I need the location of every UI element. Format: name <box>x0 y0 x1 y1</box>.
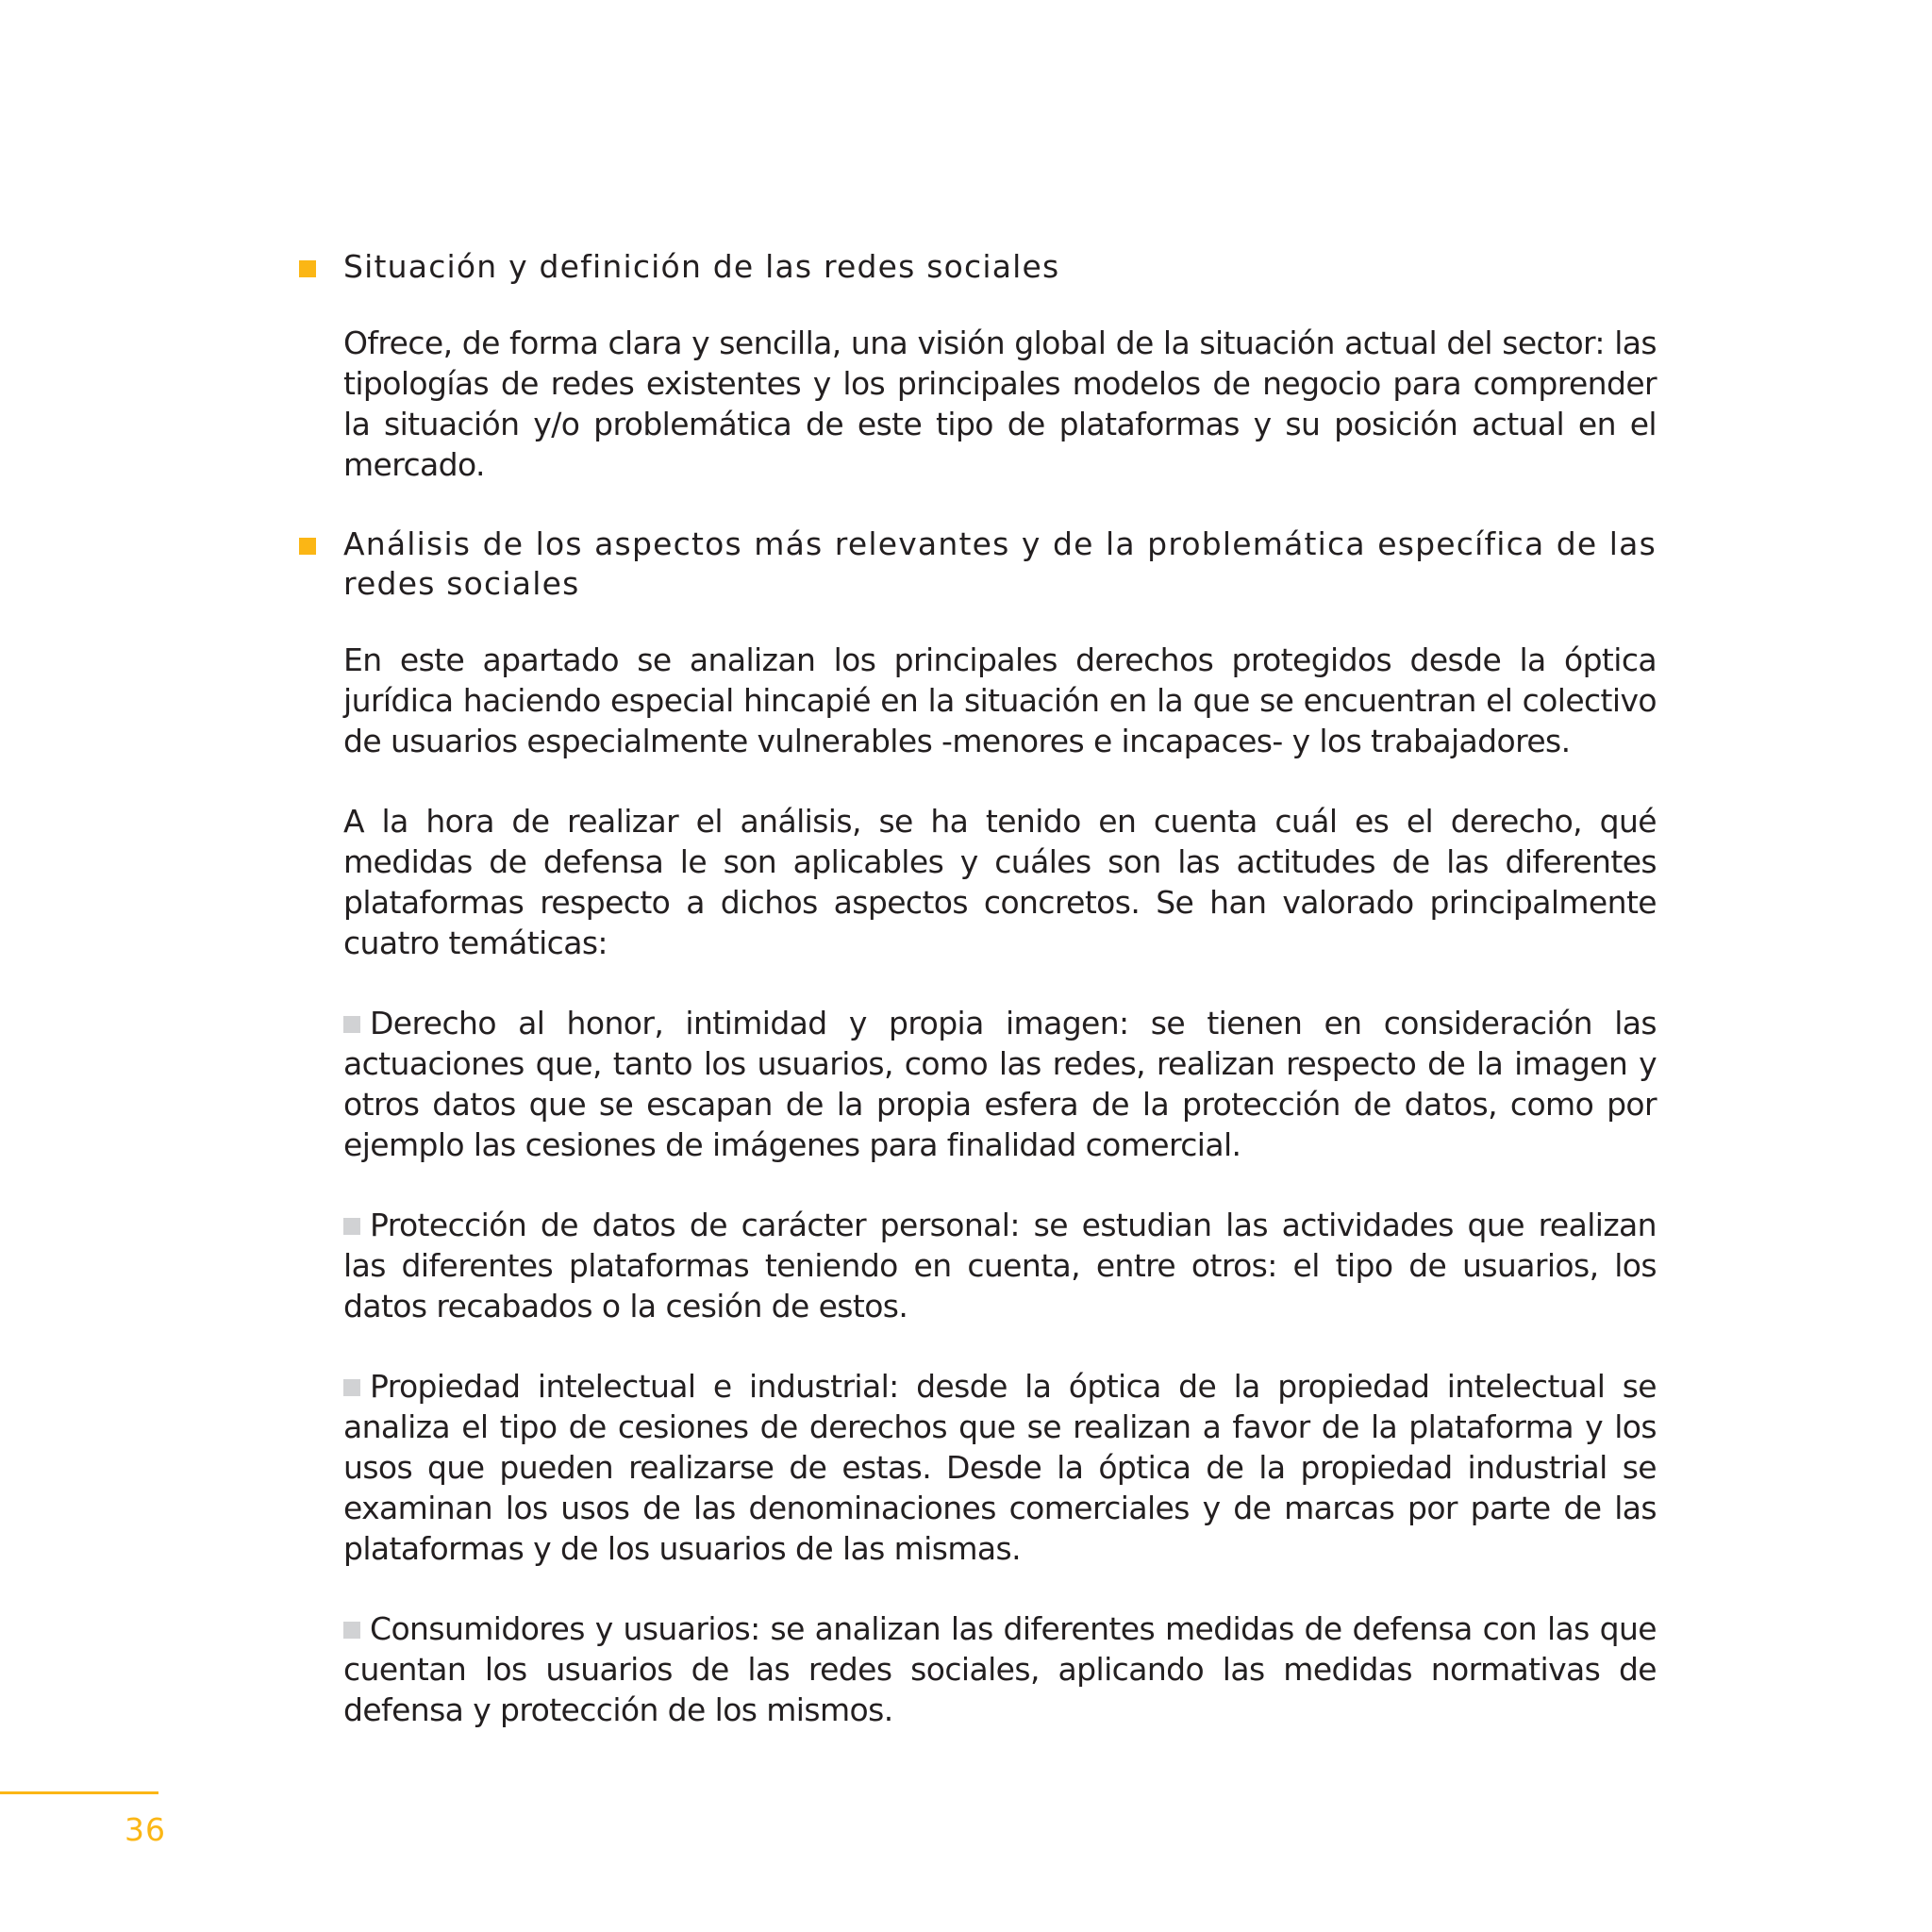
square-bullet-icon <box>343 1016 360 1033</box>
page-number: 36 <box>125 1811 166 1848</box>
list-item <box>343 1003 1657 1165</box>
list-item-text: Propiedad intelectual e industrial: desde la óptica de la propiedad intelectual se analiza el tipo de cesiones de derechos que se realizan a favor de la plataforma y los usos que pueden realizarse de estas. Desde la óptica de la propiedad industrial se examinan los usos de las denominaciones comerciales y de marcas por parte de las plataformas y de los usuarios de las mismas. <box>343 1368 1657 1567</box>
footer-divider <box>0 1791 158 1794</box>
paragraph: En este apartado se analizan los principales derechos protegidos desde la óptica jurídica haciendo especial hincapié en la situación en la que se encuentran el colectivo de usuarios especialmente vulnerables -menores e incapaces- y los trabajadores. <box>343 641 1657 759</box>
list-item <box>343 1205 1657 1326</box>
square-bullet-icon <box>343 1218 360 1235</box>
section-heading-text: Situación y definición de las redes sociales <box>343 248 1060 285</box>
square-bullet-icon <box>299 538 316 555</box>
square-bullet-icon <box>343 1622 360 1639</box>
square-bullet-icon <box>299 260 316 277</box>
section-heading-situacion <box>343 247 1657 287</box>
list-item-text: Protección de datos de carácter personal: se estudian las actividades que realizan las diferentes plataformas teniendo en cuenta, entre otros: el tipo de usuarios, los datos recabados o la cesión de estos. <box>343 1207 1657 1324</box>
list-item-text: Derecho al honor, intimidad y propia imagen: se tienen en consideración las actuaciones que, tanto los usuarios, como las redes, realizan respecto de la imagen y otros datos que se escapan de la propia esfera de la protección de datos, como por ejemplo las cesiones de imágenes para finalidad comercial. <box>343 1005 1657 1163</box>
section-heading-analisis <box>343 525 1657 604</box>
square-bullet-icon <box>343 1379 360 1396</box>
paragraph: Ofrece, de forma clara y sencilla, una visión global de la situación actual del sector: las tipologías de redes existentes y los principales modelos de negocio para comprender la situación y/o problemática de este tipo de plataformas y su posición actual en el mercado. <box>343 325 1657 483</box>
paragraph: A la hora de realizar el análisis, se ha tenido en cuenta cuál es el derecho, qué medidas de defensa le son aplicables y cuáles son las actitudes de las diferentes plataformas respecto a dichos aspectos concretos. Se han valorado principalmente cuatro temáticas: <box>343 803 1657 961</box>
page-content <box>343 247 1657 1770</box>
section-heading-text: Análisis de los aspectos más relevantes y de la problemática específica de las redes sociales <box>343 525 1657 602</box>
list-item <box>343 1608 1657 1730</box>
list-item-text: Consumidores y usuarios: se analizan las diferentes medidas de defensa con las que cuentan los usuarios de las redes sociales, aplicando las medidas normativas de defensa y protección de los mismos. <box>343 1610 1657 1728</box>
list-item <box>343 1366 1657 1569</box>
